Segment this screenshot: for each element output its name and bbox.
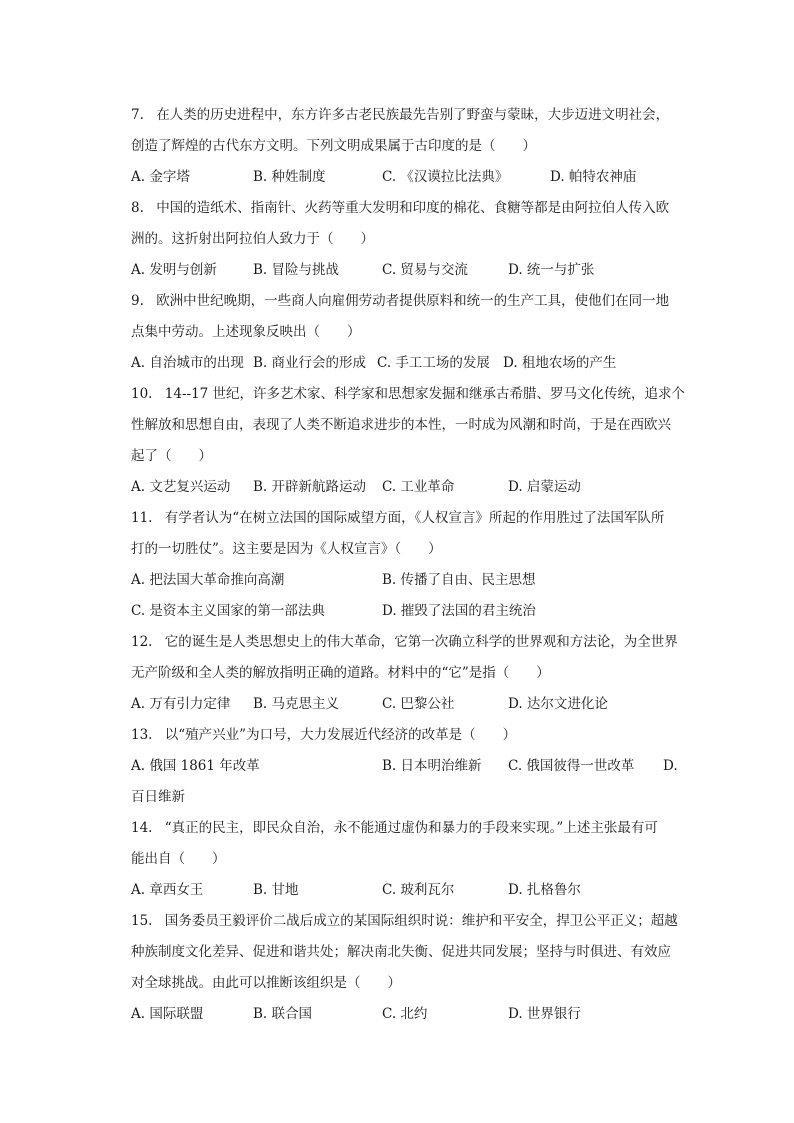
question-11-line-2: 打的一切胜仗”。这主要是因为《人权宣言》（ ） [131, 541, 442, 557]
option-c[interactable]: C. 工业革命 [382, 479, 455, 495]
option-c[interactable]: C. 是资本主义国家的第一部法典 [131, 603, 325, 619]
question-10-line-1: 10. 14--17 世纪，许多艺术家、科学家和思想家发掘和继承古希腊、罗马文化传统，追求个 [131, 386, 686, 402]
option-d-label[interactable]: D. [663, 758, 678, 774]
question-11 [131, 503, 691, 627]
option-d[interactable]: D. 摧毁了法国的君主统治 [382, 603, 536, 619]
question-13-options [131, 751, 691, 782]
question-8 [131, 193, 691, 286]
question-9-line-2: 点集中劳动。上述现象反映出（ ） [131, 324, 361, 340]
option-b[interactable]: B. 冒险与挑战 [253, 262, 340, 278]
option-a[interactable]: A. 国际联盟 [131, 1006, 204, 1022]
option-a[interactable]: A. 万有引力定律 [131, 696, 231, 712]
question-15 [131, 906, 691, 1030]
question-8-options [131, 255, 691, 286]
question-15-line-3: 对全球挑战。由此可以推断该组织是（ ） [131, 975, 401, 991]
question-14-line-2: 能出自（ ） [131, 851, 226, 867]
question-10-line-3: 起了（ ） [131, 448, 212, 464]
question-7-line-2: 创造了辉煌的古代东方文明。下列文明成果属于古印度的是（ ） [131, 138, 536, 154]
option-c[interactable]: C. 《汉谟拉比法典》 [382, 169, 509, 185]
question-13 [131, 720, 691, 813]
option-b[interactable]: B. 商业行会的形成 [253, 355, 367, 371]
question-7-line-1: 7. 在人类的历史进程中，东方许多古老民族最先告别了野蛮与蒙昧，大步迈进文明社会， [131, 107, 670, 123]
question-9-line-1: 9. 欧洲中世纪晚期，一些商人向雇佣劳动者提供原料和统一的生产工具，使他们在同一地 [131, 293, 670, 309]
option-b[interactable]: B. 开辟新航路运动 [253, 479, 367, 495]
option-c[interactable]: C. 手工工场的发展 [377, 355, 490, 371]
question-11-options-row-2 [131, 596, 691, 627]
question-11-options-row-1 [131, 565, 691, 596]
question-7-options [131, 162, 691, 193]
question-11-line-1: 11. 有学者认为“在树立法国的国际威望方面，《人权宣言》所起的作用胜过了法国军队所 [131, 510, 665, 526]
option-d[interactable]: D. 帕特农神庙 [550, 169, 637, 185]
option-b[interactable]: B. 马克思主义 [253, 696, 340, 712]
question-12 [131, 627, 691, 720]
option-a[interactable]: A. 自治城市的出现 [131, 355, 244, 371]
question-15-line-2: 种族制度文化差异、促进和谐共处；解决南北失衡、促进共同发展；坚持与时俱进、有效应 [131, 944, 671, 960]
question-list [131, 100, 691, 1030]
question-8-line-1: 8. 中国的造纸术、指南针、火药等重大发明和印度的棉花、食糖等都是由阿拉伯人传入欧 [131, 200, 670, 216]
option-c[interactable]: C. 北约 [382, 1006, 428, 1022]
option-b[interactable]: B. 联合国 [253, 1006, 313, 1022]
question-9 [131, 286, 691, 379]
option-d-text[interactable]: 百日维新 [131, 789, 185, 805]
question-9-options [131, 348, 691, 379]
option-a[interactable]: A. 发明与创新 [131, 262, 217, 278]
question-12-options [131, 689, 691, 720]
option-c[interactable]: C. 巴黎公社 [382, 696, 455, 712]
option-b[interactable]: B. 传播了自由、民主思想 [382, 572, 536, 588]
option-d[interactable]: D. 世界银行 [508, 1006, 581, 1022]
option-b[interactable]: B. 甘地 [253, 882, 299, 898]
question-7 [131, 100, 691, 193]
option-b[interactable]: B. 日本明治维新 [382, 758, 482, 774]
option-d[interactable]: D. 达尔文进化论 [508, 696, 608, 712]
option-c[interactable]: C. 贸易与交流 [382, 262, 468, 278]
question-14 [131, 813, 691, 906]
question-14-options [131, 875, 691, 906]
question-13-line-1: 13. 以“殖产兴业”为口号，大力发展近代经济的改革是（ ） [131, 727, 517, 743]
question-15-options [131, 999, 691, 1030]
question-12-line-1: 12. 它的诞生是人类思想史上的伟大革命，它第一次确立科学的世界观和方法论，为全世界 [131, 634, 678, 650]
question-10 [131, 379, 691, 503]
option-d[interactable]: D. 统一与扩张 [508, 262, 595, 278]
option-a[interactable]: A. 把法国大革命推向高潮 [131, 572, 285, 588]
option-d[interactable]: D. 扎格鲁尔 [508, 882, 581, 898]
option-a[interactable]: A. 文艺复兴运动 [131, 479, 231, 495]
option-a[interactable]: A. 俄国 1861 年改革 [131, 758, 260, 774]
question-14-line-1: 14. “真正的民主，即民众自治，永不能通过虚伪和暴力的手段来实现。”上述主张最有可 [131, 820, 658, 836]
option-a[interactable]: A. 章西女王 [131, 882, 204, 898]
question-15-line-1: 15. 国务委员王毅评价二战后成立的某国际组织时说：维护和平安全，捍卫公平正义；超越 [131, 913, 678, 929]
option-d[interactable]: D. 租地农场的产生 [503, 355, 617, 371]
option-a[interactable]: A. 金字塔 [131, 169, 190, 185]
option-b[interactable]: B. 种姓制度 [253, 169, 326, 185]
question-10-line-2: 性解放和思想自由，表现了人类不断追求进步的本性，一时成为风潮和时尚，于是在西欧兴 [131, 417, 671, 433]
option-d[interactable]: D. 启蒙运动 [508, 479, 581, 495]
option-c[interactable]: C. 玻利瓦尔 [382, 882, 455, 898]
question-10-options [131, 472, 691, 503]
option-c[interactable]: C. 俄国彼得一世改革 [508, 758, 635, 774]
question-8-line-2: 洲的。这折射出阿拉伯人致力于（ ） [131, 231, 374, 247]
question-12-line-2: 无产阶级和全人类的解放指明正确的道路。材料中的“它”是指（ ） [131, 665, 550, 681]
